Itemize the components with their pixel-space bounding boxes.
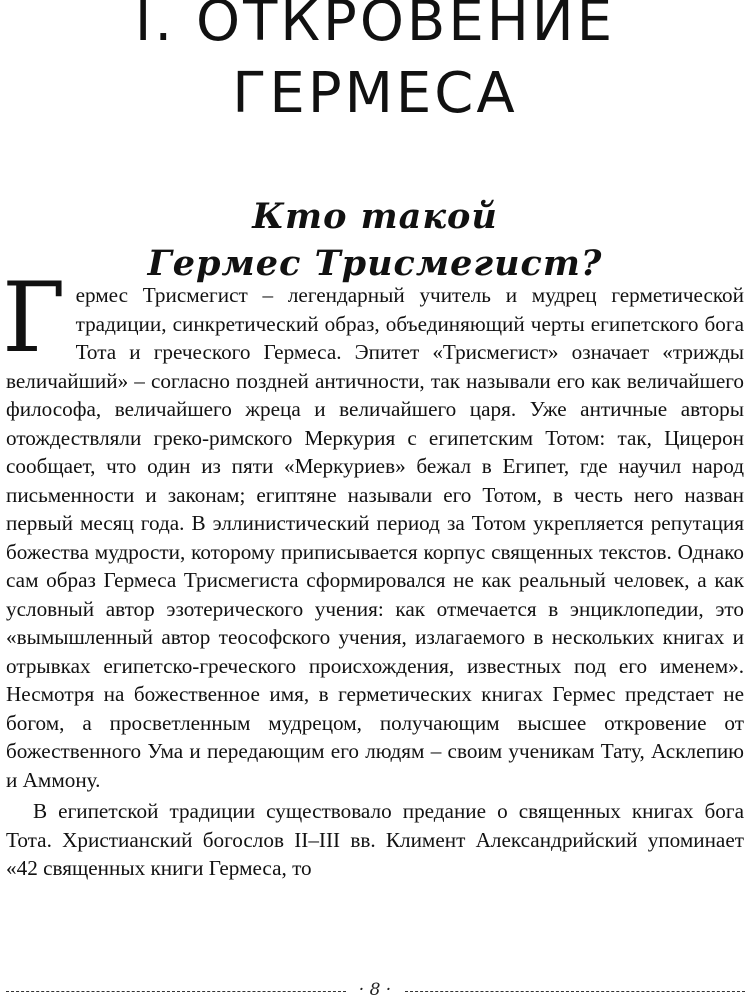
footer-dashed-rule-right: [405, 991, 745, 992]
section-title: [0, 193, 750, 287]
chapter-title: [0, 0, 750, 130]
body-text: [2, 262, 744, 883]
paragraph-1: [2, 262, 744, 794]
section-title-line-2: Гермес Трисмегист?: [147, 243, 603, 284]
chapter-title-line-2: ГЕРМЕСА: [232, 61, 518, 126]
footer-dashed-rule-left: [6, 991, 346, 992]
page-number: · 8 ·: [358, 980, 392, 1000]
drop-cap: Г: [2, 262, 66, 374]
paragraph-2: В египетской традиции существовало предание о священных книгах бога Тота. Христианский богослов II–III вв. Климент Александрийский упоминает «42 священных книги Гермеса, то: [6, 799, 744, 880]
section-title-line-1: Кто такой: [252, 196, 498, 237]
page-footer: [0, 982, 750, 1000]
paragraph-1-text: ермес Трисмегист – легендарный учитель и мудрец герметической традиции, синкретический образ, объединяющий черты египетского бога Тота и греческого Гермеса. Эпитет «Трисмегист» означает «трижды величайший» – согласно поздней античности, так называли его как величайшего философа, величайшего жреца и величайшего царя. Уже античные авторы отождествляли греко-римского Меркурия с египетским Тотом: так, Цицерон сообщает, что один из пяти «Меркуриев» бежал в Египет, где научил народ письменности и законам; египтяне называли его Тотом, в честь него назван первый месяц года. В эллинистический период за Тотом укрепляется репутация божества мудрости, которому приписывается корпус священных текстов. Однако сам образ Гермеса Трисмегиста сформировался не как реальный человек, а как условный автор эзотерического учения: как отмечается в энциклопедии, это «вымышленный автор теософского учения, излагаемого в нескольких книгах и отрывках египетско-греческого происхождения, известных под его именем». Несмотря на божественное имя, в герметических книгах Гермес предстает не богом, а просветленным мудрецом, получающим высшее откровение от божественного Ума и передающим его людям – своим ученикам Тату, Асклепию и Аммону.: [6, 283, 744, 792]
chapter-title-line-1: I. ОТКРОВЕНИЕ: [134, 0, 616, 54]
